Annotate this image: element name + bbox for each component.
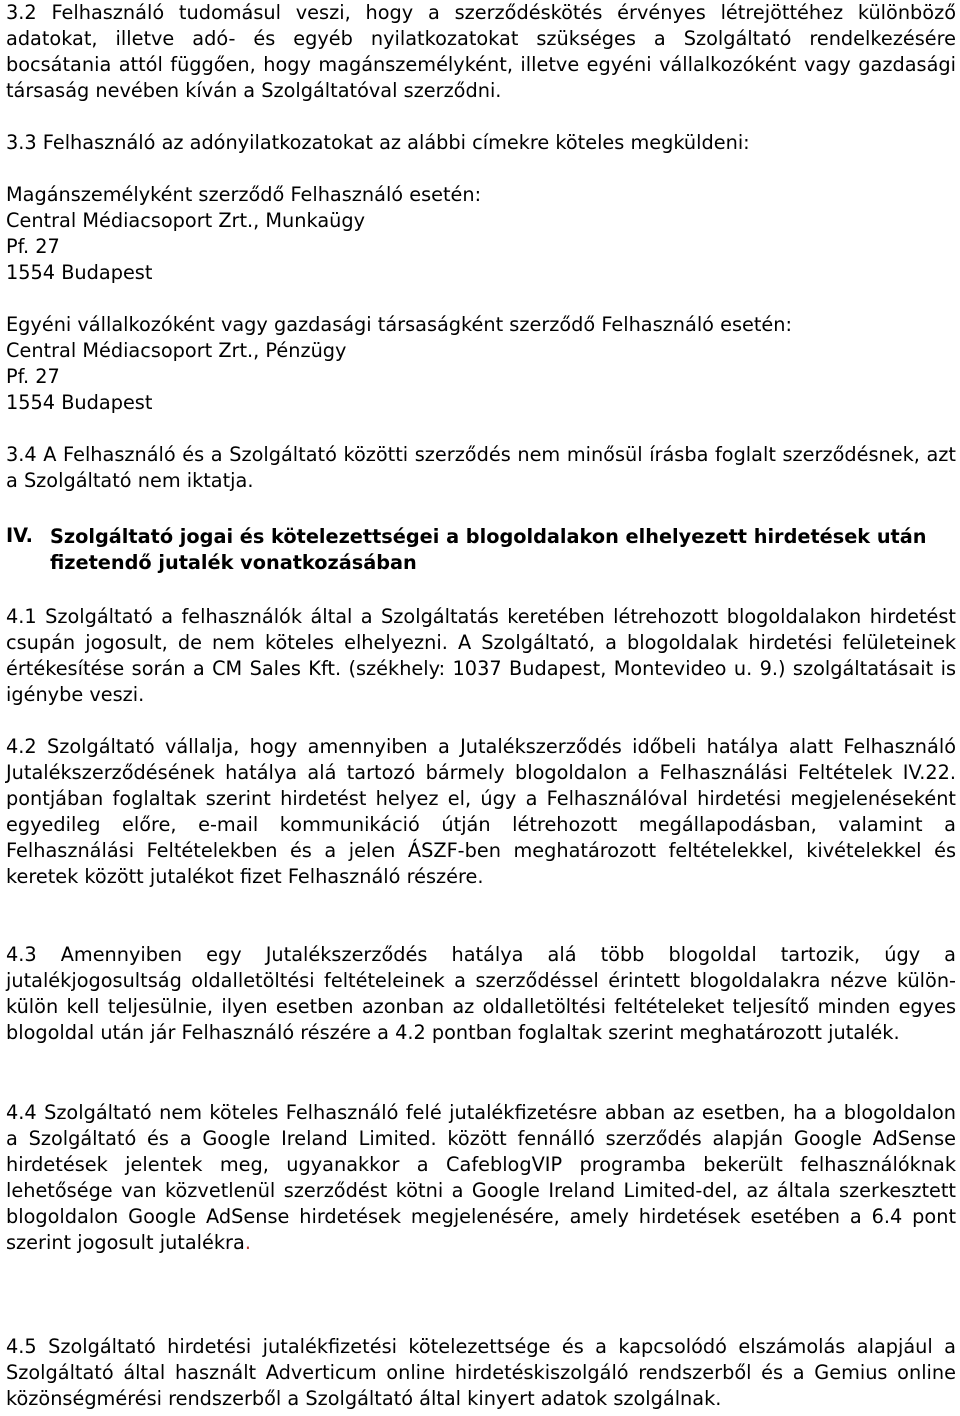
address-company: Central Médiacsoport Zrt., Munkaügy <box>6 209 366 232</box>
paragraph-4-1: 4.1 Szolgáltató a felhasználók által a Szolgáltatás keretében létrehozott blogoldalakon hirdetést csupán jogosult, de nem köteles elhelyezni. A Szolgáltató, a blogoldalak hirdetési felületeinek értékesítése során a CM Sales Kft. (székhely: 1037 Budapest, Montevideo u. 9.) szolgáltatásait is igénybe veszi. <box>6 605 956 706</box>
address-pobox: Pf. 27 <box>6 365 60 388</box>
address-company: Central Médiacsoport Zrt., Pénzügy <box>6 339 347 362</box>
address-label: Egyéni vállalkozóként vagy gazdasági társaságként szerződő Felhasználó esetén: <box>6 313 793 336</box>
paragraph-4-5: 4.5 Szolgáltató hirdetési jutalékfizetési kötelezettsége és a kapcsolódó elszámolás alapjául a Szolgáltató által használt Adverticum online hirdetéskiszolgáló rendszerből és a Gemius online közönségmérési rendszerből a Szolgáltató által kinyert adatok szolgálnak. <box>6 1335 956 1410</box>
paragraph-4-2: 4.2 Szolgáltató vállalja, hogy amennyiben a Jutalékszerződés időbeli hatálya alatt Felhasználó Jutalékszerződésének hatálya alá tartozó bármely blogoldalon a Felhasználási Feltételek IV.22. pontjában foglaltak szerint hirdetést helyez el, úgy a Felhasználóval hirdetési megjelenéseként egyedileg előre, e-mail kommunikáció útján létrehozott megállapodásban, valamint a Felhasználási Feltételekben és a jelen ÁSZF-ben meghatározott feltételekkel, kivételekkel és keretek között jutalékot fizet Felhasználó részére. <box>6 735 956 888</box>
red-period: . <box>244 1231 251 1254</box>
section-heading <box>6 524 956 576</box>
paragraph-3-3: 3.3 Felhasználó az adónyilatkozatokat az alábbi címekre köteles megküldeni: <box>6 131 750 154</box>
paragraph-3-2: 3.2 Felhasználó tudomásul veszi, hogy a szerződéskötés érvényes létrejöttéhez különböző adatokat, illetve adó- és egyéb nyilatkozatokat szükséges a Szolgáltató rendelkezésére bocsátania attól függően, hogy magánszemélyként, illetve egyéni vállalkozóként vagy gazdasági társaság nevében kíván a Szolgáltatóval szerződni. <box>6 1 956 102</box>
address-pobox: Pf. 27 <box>6 235 60 258</box>
section-title: Szolgáltató jogai és kötelezettségei a blogoldalakon elhelyezett hirdetések után fizetendő jutalék vonatkozásában <box>50 525 927 574</box>
paragraph-4-4: 4.4 Szolgáltató nem köteles Felhasználó felé jutalékfizetésre abban az esetben, ha a blogoldalon a Szolgáltató és a Google Ireland Limited. között fennálló szerződés alapján Google AdSense hirdetések jelentek meg, ugyanakkor a CafeblogVIP programba bekerült felhasználóknak lehetősége van közvetlenül szerződést kötni a Google Ireland Limited-del, az általa szerkesztett blogoldalon Google AdSense hirdetések megjelenésére, amely hirdetések esetében a 6.4 pont szerint jogosult jutalékra. <box>6 1101 956 1254</box>
address-private-person <box>6 182 956 286</box>
paragraph-3-4: 3.4 A Felhasználó és a Szolgáltató közötti szerződés nem minősül írásba foglalt szerződésnek, azt a Szolgáltató nem iktatja. <box>6 443 956 492</box>
address-label: Magánszemélyként szerződő Felhasználó esetén: <box>6 183 482 206</box>
address-city: 1554 Budapest <box>6 391 153 414</box>
section-number: IV. <box>6 524 33 547</box>
paragraph-4-3: 4.3 Amennyiben egy Jutalékszerződés hatálya alá több blogoldal tartozik, úgy a jutalékjogosultság oldalletöltési feltételeinek a szerződéssel érintett blogoldalakra nézve külön-külön kell teljesülnie, ilyen esetben azonban az oldalletöltési feltételeket teljesítő minden egyes blogoldal után jár Felhasználó részére a 4.2 pontban foglaltak szerint meghatározott jutalék. <box>6 943 956 1044</box>
address-company-entity <box>6 312 956 416</box>
address-city: 1554 Budapest <box>6 261 153 284</box>
